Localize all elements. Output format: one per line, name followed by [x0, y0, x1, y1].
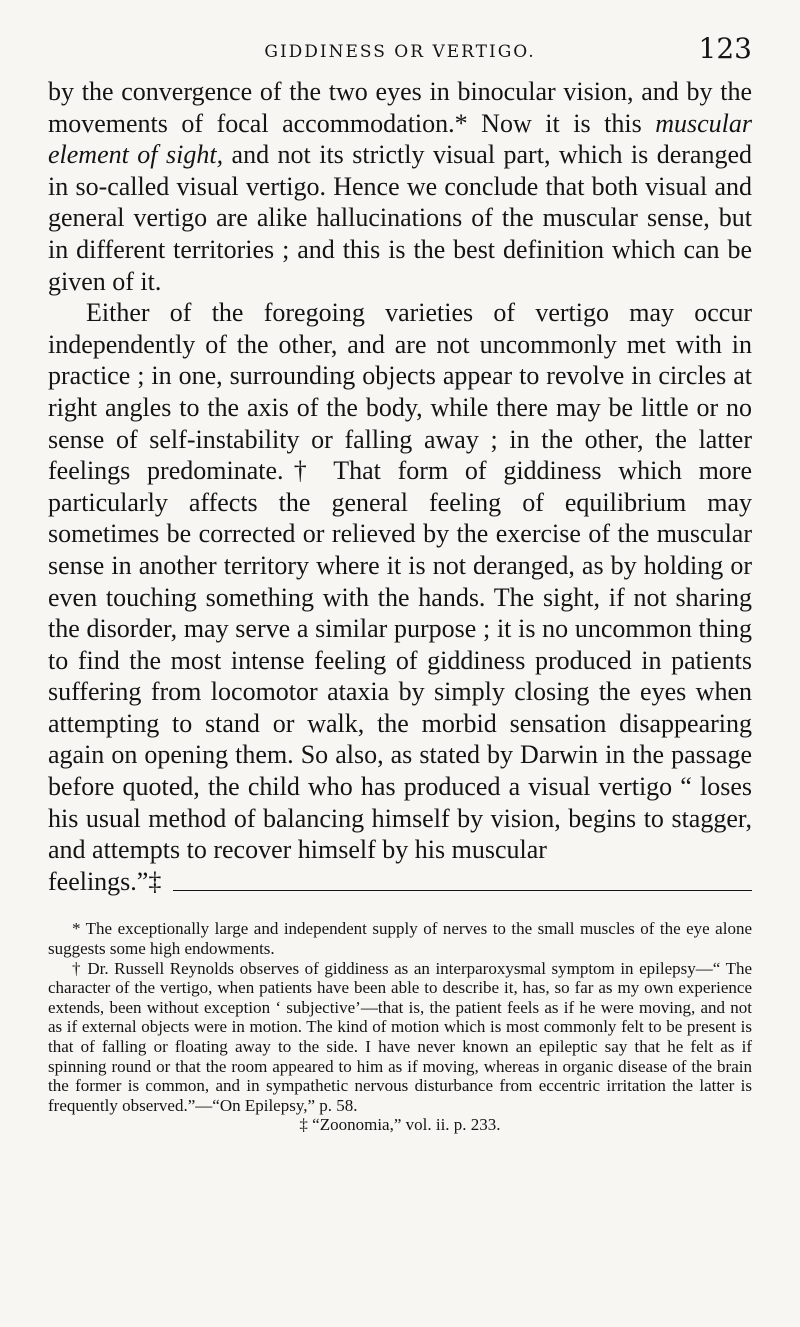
paragraph-1-text-a: by the convergence of the two eyes in binocular vision, and by the movements of focal accommodation.* Now it is this [48, 77, 752, 138]
footnote-rule [173, 890, 752, 891]
book-page [48, 30, 752, 1135]
paragraph-2-end: feelings.”‡ [48, 866, 162, 896]
body-text [48, 76, 752, 897]
paragraph-2-text: Either of the foregoing varieties of vertigo may occur independently of the other, and are not uncommonly met with in practice ; in one, surrounding objects appear to revolve in circles at right angles to the axis of the body, while there may be little or no sense of self-instability or falling away ; in the other, the latter feelings predominate.† That form of giddiness which more particularly affects the general feeling of equilibrium may sometimes be corrected or relieved by the exercise of the muscular sense in another territory where it is not deranged, as by holding or even touching something with the hands. The sight, if not sharing the disorder, may serve a similar purpose ; it is no uncommon thing to find the most intense feeling of giddiness produced in patients suffering from locomotor ataxia by simply closing the eyes when attempting to stand or walk, the morbid sensation disappearing again on opening them. So also, as stated by Darwin in the passage before quoted, the child who has produced a visual vertigo “ loses his usual method of balancing himself by vision, begins to stagger, and attempts to recover himself by his muscular [48, 298, 752, 865]
footnotes [48, 919, 752, 1135]
footnote-3: ‡ “Zoonomia,” vol. ii. p. 233. [299, 1115, 501, 1135]
page-number: 123 [698, 32, 752, 65]
paragraph-1-text-b: and not its strictly visual part, which is deranged in so-called visual vertigo. Hence we conclude that both visual and general vertigo are alike hallucinations of the muscular sense, but in different territories ; and this is the best definition which can be given of it. [48, 140, 752, 296]
page-header [48, 30, 752, 76]
footnote-1: * The exceptionally large and independent supply of nerves to the small muscles of the eye alone suggests some high endowments. [48, 919, 752, 959]
footnote-2: † Dr. Russell Reynolds observes of giddiness as an interparoxysmal symptom in epilepsy—“ The character of the vertigo, when patients have been able to describe it, has, so far as my own experience extends, been without exception ‘ subjective’—that is, the patient feels as if he were moving, and not as if external objects were in motion. The kind of motion which is most commonly felt to be present is that of falling or floating away to the side. I have never known an epileptic say that he felt as if spinning round or that the room appeared to him as if moving, whereas in organic disease of the brain the former is common, and in sympathetic nervous disturbance from eccentric irritation the latter is frequently observed.”—“On Epilepsy,” p. 58. [48, 958, 752, 1115]
paragraph-2 [48, 297, 752, 866]
running-head: GIDDINESS OR VERTIGO. [264, 42, 536, 62]
paragraph-2-last-line [48, 866, 752, 898]
paragraph-1 [48, 76, 752, 297]
emphasis-text: muscular element of sight, [48, 108, 752, 170]
